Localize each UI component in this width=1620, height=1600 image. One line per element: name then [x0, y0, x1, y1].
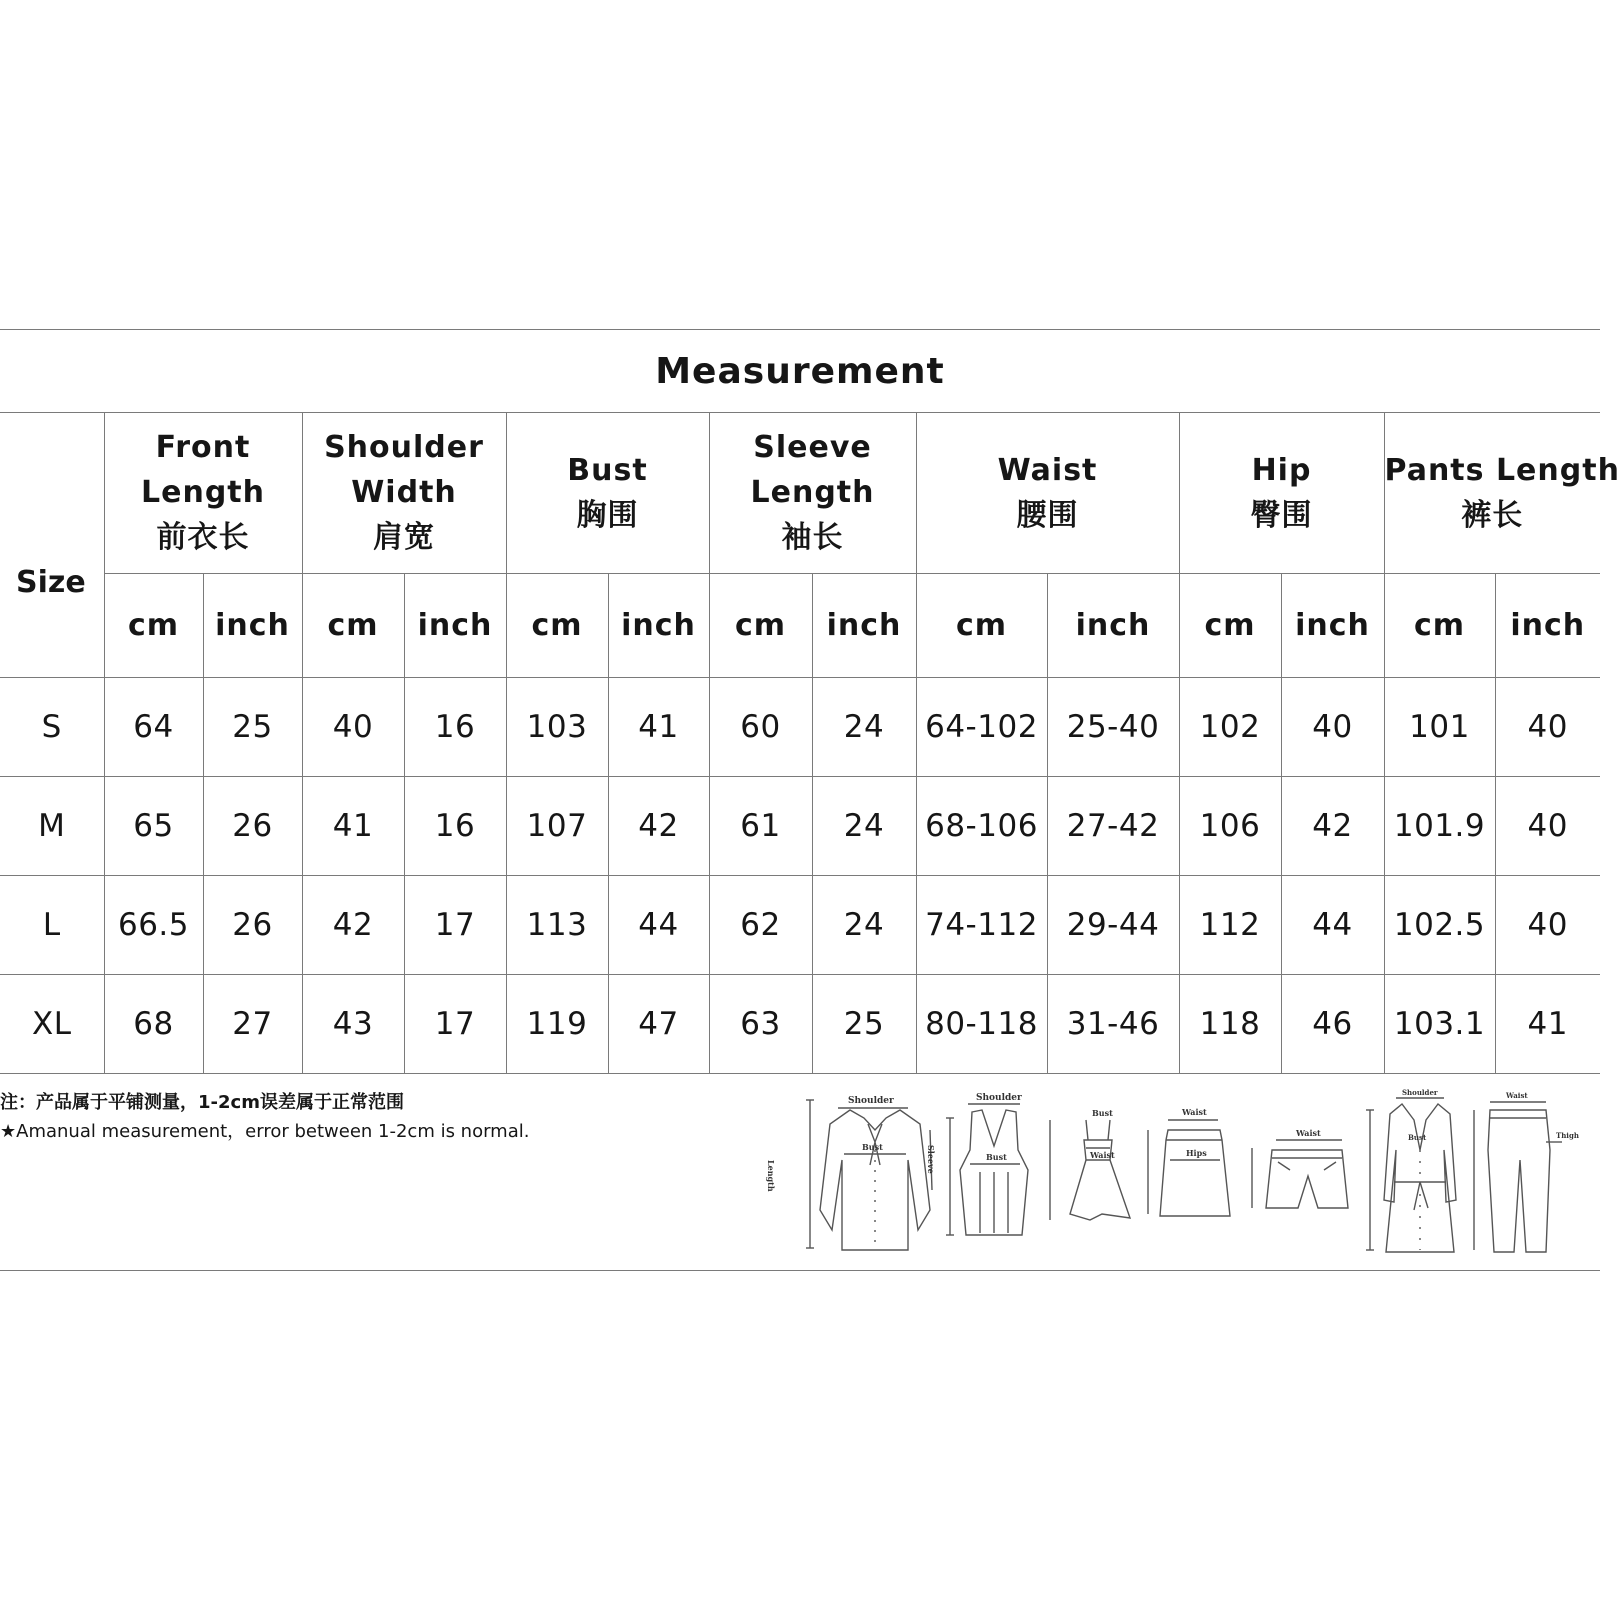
value-cell: 118 — [1179, 974, 1281, 1073]
header-pants-length — [1384, 413, 1620, 573]
value-cell: 40 — [1495, 875, 1600, 974]
svg-text:Waist: Waist — [1506, 1091, 1528, 1100]
value-cell: 43 — [302, 974, 404, 1073]
value-cell: 26 — [203, 875, 302, 974]
value-cell: 80-118 — [916, 974, 1047, 1073]
value-cell: 63 — [709, 974, 812, 1073]
header-pants-length-line2: 裤长 — [1461, 497, 1524, 533]
value-cell: 62 — [709, 875, 812, 974]
svg-text:Shoulder: Shoulder — [1402, 1088, 1438, 1097]
value-cell: 68 — [104, 974, 203, 1073]
value-cell: 42 — [608, 776, 709, 875]
value-cell: 42 — [302, 875, 404, 974]
unit-cm: cm — [709, 573, 812, 677]
header-hip — [1179, 413, 1384, 573]
value-cell: 24 — [812, 776, 916, 875]
value-cell: 46 — [1281, 974, 1384, 1073]
skirt-sketch-icon — [1148, 1107, 1230, 1216]
header-row-groups — [0, 413, 1600, 573]
table-row — [0, 677, 1600, 776]
coat-sketch-icon — [1366, 1088, 1456, 1252]
header-sleeve-length — [709, 413, 916, 573]
unit-inch: inch — [608, 573, 709, 677]
value-cell: 112 — [1179, 875, 1281, 974]
measurement-sheet — [0, 329, 1620, 1271]
value-cell: 64-102 — [916, 677, 1047, 776]
value-cell: 24 — [812, 677, 916, 776]
unit-cm: cm — [104, 573, 203, 677]
value-cell: 101 — [1384, 677, 1495, 776]
svg-text:Bust: Bust — [1092, 1108, 1113, 1118]
svg-text:Bust: Bust — [1408, 1133, 1427, 1142]
size-cell: S — [0, 677, 104, 776]
value-cell: 25 — [812, 974, 916, 1073]
svg-text:Bust: Bust — [862, 1142, 883, 1152]
unit-cm: cm — [1179, 573, 1281, 677]
table-title: Measurement — [0, 330, 1600, 413]
svg-text:Length: Length — [766, 1160, 776, 1192]
shorts-sketch-icon — [1252, 1128, 1348, 1208]
value-cell: 27-42 — [1047, 776, 1179, 875]
header-sleeve-length-line1: Sleeve — [753, 430, 872, 466]
value-cell: 25-40 — [1047, 677, 1179, 776]
value-cell: 74-112 — [916, 875, 1047, 974]
value-cell: 41 — [302, 776, 404, 875]
header-waist-line2: 腰围 — [1016, 497, 1079, 533]
value-cell: 16 — [404, 776, 506, 875]
table-body — [0, 677, 1600, 1073]
value-cell: 107 — [506, 776, 608, 875]
value-cell: 40 — [1281, 677, 1384, 776]
unit-inch: inch — [203, 573, 302, 677]
value-cell: 17 — [404, 974, 506, 1073]
value-cell: 42 — [1281, 776, 1384, 875]
value-cell: 47 — [608, 974, 709, 1073]
value-cell: 64 — [104, 677, 203, 776]
svg-text:Waist: Waist — [1090, 1150, 1115, 1160]
svg-text:Shoulder: Shoulder — [976, 1093, 1022, 1103]
value-cell: 26 — [203, 776, 302, 875]
unit-inch: inch — [1047, 573, 1179, 677]
value-cell: 31-46 — [1047, 974, 1179, 1073]
value-cell: 17 — [404, 875, 506, 974]
header-pants-length-line1: Pants Length — [1384, 452, 1620, 488]
header-hip-line1: Hip — [1251, 452, 1312, 488]
value-cell: 41 — [1495, 974, 1600, 1073]
garment-sketches — [766, 1088, 1600, 1260]
header-sleeve-length-line2: Length — [750, 475, 875, 511]
svg-text:Waist: Waist — [1296, 1128, 1321, 1138]
unit-inch: inch — [1495, 573, 1600, 677]
value-cell: 102.5 — [1384, 875, 1495, 974]
value-cell: 40 — [1495, 776, 1600, 875]
size-chart-table — [0, 413, 1620, 1074]
blouse-sketch-icon — [766, 1096, 936, 1250]
vest-sketch-icon — [946, 1093, 1028, 1235]
header-bust — [506, 413, 709, 573]
value-cell: 102 — [1179, 677, 1281, 776]
header-hip-line2: 臀围 — [1250, 497, 1313, 533]
header-row-units — [0, 573, 1600, 677]
table-row — [0, 974, 1600, 1073]
note-chinese: 注：产品属于平铺测量，1-2cm误差属于正常范围 — [0, 1092, 404, 1113]
value-cell: 103 — [506, 677, 608, 776]
unit-cm: cm — [916, 573, 1047, 677]
header-front-length — [104, 413, 302, 573]
value-cell: 44 — [1281, 875, 1384, 974]
value-cell: 113 — [506, 875, 608, 974]
unit-inch: inch — [404, 573, 506, 677]
header-sleeve-length-line3: 袖长 — [781, 520, 844, 556]
header-front-length-line2: Length — [141, 475, 265, 511]
unit-inch: inch — [812, 573, 916, 677]
dress-sketch-icon — [1050, 1108, 1130, 1220]
header-waist — [916, 413, 1179, 573]
size-cell: M — [0, 776, 104, 875]
pants-sketch-icon — [1474, 1091, 1579, 1252]
measurement-notes — [0, 1088, 780, 1146]
table-row — [0, 875, 1600, 974]
value-cell: 25 — [203, 677, 302, 776]
svg-text:Bust: Bust — [986, 1152, 1007, 1162]
value-cell: 68-106 — [916, 776, 1047, 875]
unit-cm: cm — [506, 573, 608, 677]
value-cell: 65 — [104, 776, 203, 875]
header-bust-line2: 胸围 — [576, 497, 639, 533]
value-cell: 101.9 — [1384, 776, 1495, 875]
svg-text:Shoulder: Shoulder — [848, 1096, 894, 1106]
value-cell: 60 — [709, 677, 812, 776]
value-cell: 27 — [203, 974, 302, 1073]
header-shoulder-width — [302, 413, 506, 573]
value-cell: 44 — [608, 875, 709, 974]
value-cell: 16 — [404, 677, 506, 776]
header-shoulder-width-line3: 肩宽 — [373, 520, 435, 556]
size-column-header: Size — [0, 413, 104, 677]
header-bust-line1: Bust — [567, 452, 648, 488]
value-cell: 119 — [506, 974, 608, 1073]
svg-text:Thigh: Thigh — [1556, 1131, 1579, 1140]
unit-cm: cm — [1384, 573, 1495, 677]
svg-text:Sleeve: Sleeve — [926, 1145, 936, 1174]
value-cell: 66.5 — [104, 875, 203, 974]
value-cell: 40 — [302, 677, 404, 776]
value-cell: 40 — [1495, 677, 1600, 776]
size-cell: L — [0, 875, 104, 974]
value-cell: 24 — [812, 875, 916, 974]
unit-cm: cm — [302, 573, 404, 677]
svg-text:Hips: Hips — [1186, 1148, 1207, 1158]
table-row — [0, 776, 1600, 875]
note-english: ★Amanual measurement，error between 1-2cm is normal. — [0, 1121, 530, 1142]
header-shoulder-width-line1: Shoulder — [324, 430, 484, 466]
header-shoulder-width-line2: Width — [351, 475, 457, 511]
value-cell: 106 — [1179, 776, 1281, 875]
value-cell: 29-44 — [1047, 875, 1179, 974]
unit-inch: inch — [1281, 573, 1384, 677]
header-front-length-line3: 前衣长 — [156, 520, 250, 556]
value-cell: 41 — [608, 677, 709, 776]
header-front-length-line1: Front — [155, 430, 251, 466]
value-cell: 103.1 — [1384, 974, 1495, 1073]
header-waist-line1: Waist — [997, 452, 1098, 488]
size-cell: XL — [0, 974, 104, 1073]
svg-text:Waist: Waist — [1182, 1107, 1207, 1117]
value-cell: 61 — [709, 776, 812, 875]
